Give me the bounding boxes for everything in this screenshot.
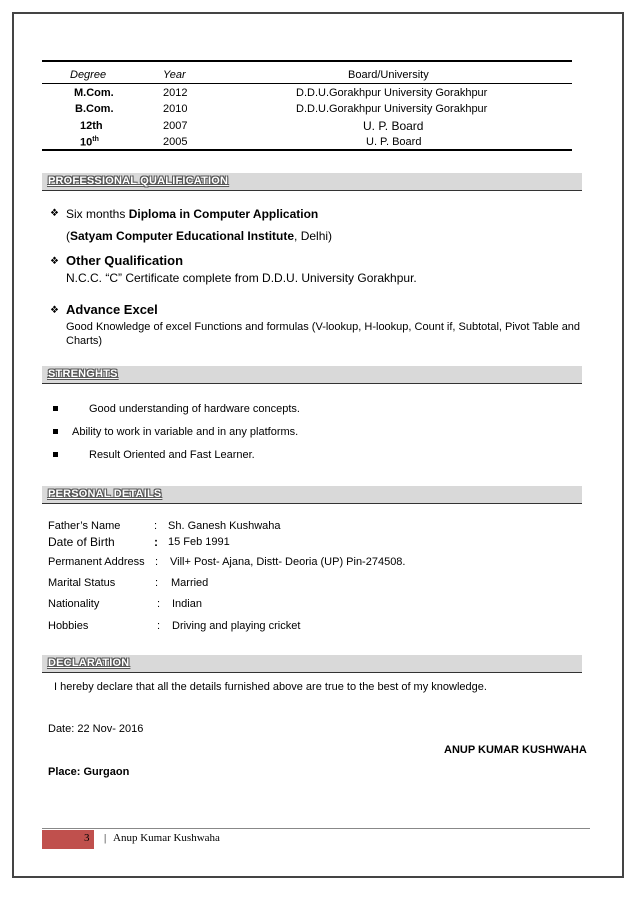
square-bullet-icon (53, 406, 58, 411)
footer-page-number: 3 (84, 832, 90, 844)
personal-sep: : (157, 620, 161, 632)
row2-degree: B.Com. (75, 103, 114, 115)
row4-year: 2005 (163, 136, 188, 148)
row1-degree: M.Com. (74, 87, 114, 99)
personal-value-hobbies: Driving and playing cricket (172, 620, 301, 632)
personal-value-address: Vill+ Post- Ajana, Distt- Deoria (UP) Pin-274508. (170, 556, 406, 568)
personal-label-marital: Marital Status (48, 577, 116, 589)
section-bar-declaration (42, 655, 582, 673)
row4-degree-sup: th (92, 136, 99, 143)
section-bar-professional (42, 173, 582, 191)
personal-value-dob: 15 Feb 1991 (168, 536, 230, 548)
personal-sep: : (154, 535, 158, 549)
header-degree: Degree (70, 69, 107, 81)
prof-item-excel-title: Advance Excel (66, 302, 158, 317)
personal-label-nationality: Nationality (48, 598, 100, 610)
section-bar-personal (42, 486, 582, 504)
personal-label-hobbies: Hobbies (48, 620, 89, 632)
prof-item-other-text: N.C.C. “C” Certificate complete from D.D.U. University Gorakhpur. (66, 271, 417, 285)
table-header-rule (42, 83, 572, 84)
row4-degree: 10th (80, 136, 99, 149)
personal-sep: : (157, 598, 161, 610)
personal-sep: : (154, 520, 158, 532)
section-title-professional: PROFESSIONAL QUALIFICATION (48, 175, 229, 187)
row1-year: 2012 (163, 87, 188, 99)
personal-value-father: Sh. Ganesh Kushwaha (168, 520, 281, 532)
row3-board: U. P. Board (363, 119, 424, 133)
strength-item-2: Ability to work in variable and in any platforms. (72, 426, 299, 438)
personal-sep: : (155, 556, 159, 568)
square-bullet-icon (53, 429, 58, 434)
section-title-personal: PERSONAL DETAILS (48, 488, 162, 500)
personal-label-address: Permanent Address (48, 556, 145, 568)
section-bar-strengths (42, 366, 582, 384)
footer-author: Anup Kumar Kushwaha (113, 832, 220, 844)
declaration-date: Date: 22 Nov- 2016 (48, 723, 144, 735)
header-year: Year (163, 69, 186, 81)
row1-board: D.D.U.Gorakhpur University Gorakhpur (296, 87, 488, 99)
row4-board: U. P. Board (366, 136, 422, 148)
row2-board: D.D.U.Gorakhpur University Gorakhpur (296, 103, 488, 115)
diamond-bullet-icon: ❖ (50, 305, 59, 316)
strength-item-3: Result Oriented and Fast Learner. (89, 449, 255, 461)
personal-label-dob: Date of Birth (48, 535, 115, 549)
row2-year: 2010 (163, 103, 188, 115)
personal-value-marital: Married (171, 577, 209, 589)
footer-separator: | (104, 832, 107, 844)
prof-item-diploma-institute: (Satyam Computer Educational Institute, Delhi) (66, 229, 333, 243)
personal-sep: : (155, 577, 159, 589)
section-title-declaration: DECLARATION (48, 657, 130, 669)
row3-degree: 12th (80, 120, 103, 132)
table-top-rule (42, 60, 572, 62)
row3-year: 2007 (163, 120, 188, 132)
header-board: Board/University (348, 69, 429, 81)
declaration-text: I hereby declare that all the details furnished above are true to the best of my knowledge. (54, 681, 487, 693)
personal-label-father: Father’s Name (48, 520, 121, 532)
square-bullet-icon (53, 452, 58, 457)
prof-item-diploma: Six months Diploma in Computer Application (66, 207, 319, 221)
table-bottom-rule (42, 149, 572, 151)
declaration-place: Place: Gurgaon (48, 766, 130, 778)
prof-item-excel-text-1: Good Knowledge of excel Functions and formulas (V-lookup, H-lookup, Count if, Subtotal, Pivot Table and (66, 321, 581, 333)
prof-item-excel-text-2: Charts) (66, 335, 103, 347)
personal-value-nationality: Indian (172, 598, 202, 610)
footer-rule (42, 828, 590, 829)
section-title-strengths: STRENGHTS (48, 368, 118, 380)
diamond-bullet-icon: ❖ (50, 208, 59, 219)
declaration-name: ANUP KUMAR KUSHWAHA (444, 744, 587, 756)
diamond-bullet-icon: ❖ (50, 256, 59, 267)
prof-item-other-title: Other Qualification (66, 253, 184, 268)
strength-item-1: Good understanding of hardware concepts. (89, 403, 300, 415)
